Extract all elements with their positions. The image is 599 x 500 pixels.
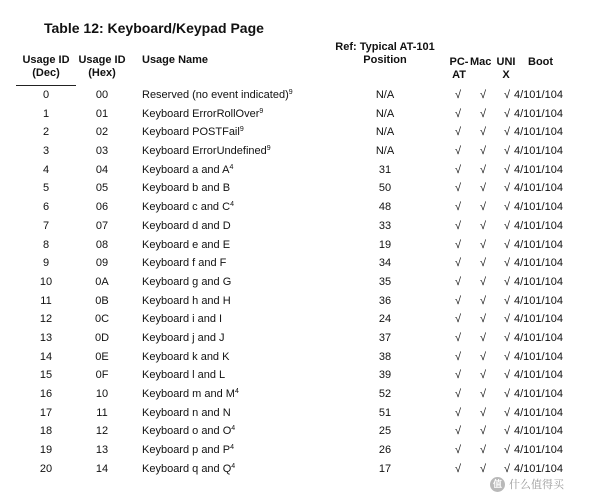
boot-value: 4/101/104 xyxy=(514,331,563,344)
usage-id-hex: 02 xyxy=(95,126,109,139)
table-row xyxy=(0,162,599,181)
unix-check: √ xyxy=(503,350,511,363)
header-mac: Mac xyxy=(470,56,492,68)
table-row xyxy=(0,143,599,162)
pc-at-check: √ xyxy=(454,182,462,195)
usage-name-text: Keyboard f and F xyxy=(142,257,227,270)
header-usage-id-hex-line2: (Hex) xyxy=(88,67,116,79)
ref-position: 50 xyxy=(378,182,392,195)
usage-name-text: Keyboard POSTFail xyxy=(142,126,240,139)
footnote-ref: 4 xyxy=(230,201,234,209)
mac-check: √ xyxy=(479,406,487,419)
unix-check: √ xyxy=(503,107,511,120)
usage-id-dec: 10 xyxy=(39,275,53,288)
table-row xyxy=(0,330,599,349)
usage-id-dec: 6 xyxy=(42,201,50,214)
usage-name xyxy=(142,238,230,252)
watermark-logo-icon: 值 xyxy=(490,477,505,492)
usage-name xyxy=(142,294,231,308)
usage-id-dec: 20 xyxy=(39,462,53,475)
mac-check: √ xyxy=(479,425,487,438)
boot-value: 4/101/104 xyxy=(514,163,563,176)
usage-name-text: Keyboard l and L xyxy=(142,369,226,382)
usage-id-dec: 0 xyxy=(42,89,50,101)
footnote-ref: 4 xyxy=(231,425,236,433)
table-row xyxy=(0,255,599,274)
mac-check: √ xyxy=(479,313,487,326)
ref-position: 19 xyxy=(378,238,392,251)
table-row xyxy=(0,218,599,237)
usage-id-dec: 3 xyxy=(42,145,50,158)
unix-check: √ xyxy=(503,257,511,270)
header-ref-position-line2: Position xyxy=(363,54,407,66)
unix-check: √ xyxy=(503,219,511,232)
unix-check: √ xyxy=(503,163,511,176)
ref-position: 24 xyxy=(378,313,392,326)
usage-name-text: Keyboard d and D xyxy=(142,219,231,232)
mac-check: √ xyxy=(479,388,487,400)
boot-value: 4/101/104 xyxy=(514,89,563,101)
usage-id-dec: 18 xyxy=(39,425,53,438)
table-row xyxy=(0,405,599,424)
usage-name xyxy=(142,462,235,476)
header-usage-id-dec xyxy=(16,54,76,80)
mac-check: √ xyxy=(479,294,487,307)
ref-position: 51 xyxy=(378,406,392,419)
pc-at-check: √ xyxy=(454,406,462,419)
unix-check: √ xyxy=(503,313,511,326)
header-usage-id-dec-line2: (Dec) xyxy=(32,67,60,79)
boot-value: 4/101/104 xyxy=(514,238,563,251)
usage-name xyxy=(142,88,293,102)
table-row xyxy=(0,199,599,218)
ref-position: 17 xyxy=(378,462,392,475)
usage-name-text: Keyboard p and P xyxy=(142,444,231,457)
mac-check: √ xyxy=(479,89,487,101)
ref-position: 38 xyxy=(378,350,392,363)
mac-check: √ xyxy=(479,182,487,195)
usage-name-text: Keyboard q and Q xyxy=(142,462,232,475)
header-boot: Boot xyxy=(528,56,554,68)
header-usage-id-hex xyxy=(76,54,128,80)
pc-at-check: √ xyxy=(454,275,462,288)
usage-name xyxy=(142,275,231,289)
ref-position: 33 xyxy=(378,219,392,232)
usage-name-text: Keyboard n and N xyxy=(142,406,231,419)
usage-id-hex: 10 xyxy=(95,388,109,400)
usage-name-text: Keyboard c and C xyxy=(142,201,231,214)
pc-at-check: √ xyxy=(454,238,462,251)
ref-position: 31 xyxy=(378,163,392,176)
usage-name-text: Keyboard a and A xyxy=(142,163,230,176)
footnote-ref: 4 xyxy=(230,444,234,452)
usage-name xyxy=(142,219,231,233)
usage-id-dec: 9 xyxy=(42,257,50,270)
usage-name-text: Keyboard h and H xyxy=(142,294,231,307)
boot-value: 4/101/104 xyxy=(514,257,563,270)
usage-id-dec: 11 xyxy=(40,294,52,307)
pc-at-check: √ xyxy=(454,126,462,139)
ref-position: N/A xyxy=(375,126,395,139)
mac-check: √ xyxy=(479,219,487,232)
table-row xyxy=(0,293,599,312)
usage-id-hex: 14 xyxy=(95,462,109,475)
mac-check: √ xyxy=(479,369,487,382)
boot-value: 4/101/104 xyxy=(514,294,563,307)
usage-name-text: Keyboard b and B xyxy=(142,182,231,195)
usage-id-hex: 03 xyxy=(95,145,109,158)
usage-id-dec: 17 xyxy=(39,406,53,419)
usage-name-text: Keyboard j and J xyxy=(142,331,225,344)
mac-check: √ xyxy=(479,126,487,139)
ref-position: 39 xyxy=(378,369,392,382)
table-row xyxy=(0,106,599,125)
header-unix xyxy=(494,56,518,82)
usage-id-hex: 13 xyxy=(95,444,109,457)
usage-id-hex: 00 xyxy=(95,89,109,101)
unix-check: √ xyxy=(503,126,511,139)
unix-check: √ xyxy=(503,388,511,400)
mac-check: √ xyxy=(479,163,487,176)
mac-check: √ xyxy=(479,462,487,475)
pc-at-check: √ xyxy=(454,350,462,363)
boot-value: 4/101/104 xyxy=(514,145,563,158)
usage-name-text: Keyboard o and O xyxy=(142,425,232,438)
boot-value: 4/101/104 xyxy=(514,182,563,195)
watermark xyxy=(490,476,564,492)
pc-at-check: √ xyxy=(454,163,462,176)
usage-id-dec: 4 xyxy=(42,163,50,176)
table-row xyxy=(0,442,599,461)
ref-position: 34 xyxy=(378,257,392,270)
ref-position: N/A xyxy=(375,145,395,158)
unix-check: √ xyxy=(503,238,511,251)
usage-name xyxy=(142,331,225,345)
usage-id-hex: 0B xyxy=(95,294,109,307)
ref-position: 35 xyxy=(378,275,392,288)
table-row xyxy=(0,311,599,330)
header-divider xyxy=(16,85,76,86)
usage-name-text: Keyboard i and I xyxy=(142,313,223,326)
usage-name xyxy=(142,163,233,177)
unix-check: √ xyxy=(503,369,511,382)
usage-name-text: Keyboard ErrorUndefined xyxy=(142,145,267,158)
boot-value: 4/101/104 xyxy=(514,219,563,232)
table-row xyxy=(0,367,599,386)
usage-id-hex: 06 xyxy=(95,201,109,214)
usage-id-dec: 13 xyxy=(39,331,53,344)
usage-id-dec: 14 xyxy=(39,350,53,363)
pc-at-check: √ xyxy=(454,201,462,214)
usage-name xyxy=(142,443,234,457)
usage-id-hex: 08 xyxy=(95,238,109,251)
boot-value: 4/101/104 xyxy=(514,444,563,457)
header-pc-at xyxy=(448,56,470,82)
ref-position: 37 xyxy=(378,331,392,344)
usage-id-dec: 15 xyxy=(39,369,53,382)
table-title: Table 12: Keyboard/Keypad Page xyxy=(44,20,264,36)
footnote-ref: 4 xyxy=(234,388,239,395)
watermark-text: 什么值得买 xyxy=(509,479,564,491)
mac-check: √ xyxy=(479,107,487,120)
table-row xyxy=(0,386,599,405)
header-pc-at-line1: PC- xyxy=(449,56,469,68)
usage-name xyxy=(142,200,234,214)
mac-check: √ xyxy=(479,350,487,363)
pc-at-check: √ xyxy=(454,313,462,326)
mac-check: √ xyxy=(479,331,487,344)
footnote-ref: 9 xyxy=(288,89,293,96)
footnote-ref: 9 xyxy=(239,126,244,134)
ref-position: 48 xyxy=(378,201,392,214)
usage-name xyxy=(142,368,225,382)
usage-id-hex: 0E xyxy=(95,350,109,363)
table-row xyxy=(0,423,599,442)
boot-value: 4/101/104 xyxy=(514,406,563,419)
usage-id-dec: 8 xyxy=(42,238,50,251)
ref-position: 52 xyxy=(378,388,392,400)
mac-check: √ xyxy=(479,145,487,158)
boot-value: 4/101/104 xyxy=(514,275,563,288)
usage-id-hex: 0C xyxy=(94,313,110,326)
pc-at-check: √ xyxy=(454,89,462,101)
unix-check: √ xyxy=(503,406,511,419)
usage-id-dec: 16 xyxy=(39,388,53,400)
unix-check: √ xyxy=(503,425,511,438)
mac-check: √ xyxy=(479,444,487,457)
mac-check: √ xyxy=(479,238,487,251)
header-ref-position-line1: Ref: Typical AT-101 xyxy=(335,41,435,53)
pc-at-check: √ xyxy=(454,331,462,344)
usage-id-hex: 0D xyxy=(94,331,110,344)
table-row xyxy=(0,274,599,293)
pc-at-check: √ xyxy=(454,219,462,232)
boot-value: 4/101/104 xyxy=(514,126,563,139)
usage-id-dec: 1 xyxy=(42,107,50,120)
header-usage-name: Usage Name xyxy=(142,54,209,66)
header-usage-id-dec-line1: Usage ID xyxy=(22,54,70,66)
pc-at-check: √ xyxy=(454,257,462,270)
table-row xyxy=(0,180,599,199)
usage-id-dec: 19 xyxy=(39,444,53,457)
header-unix-line1: UNI xyxy=(496,56,516,68)
table-row xyxy=(0,349,599,368)
unix-check: √ xyxy=(503,294,511,307)
usage-id-hex: 0A xyxy=(95,275,109,288)
footnote-ref: 4 xyxy=(231,462,236,470)
usage-name xyxy=(142,144,271,158)
usage-name-text: Reserved (no event indicated) xyxy=(142,89,289,101)
header-usage-id-hex-line1: Usage ID xyxy=(78,54,126,66)
boot-value: 4/101/104 xyxy=(514,388,563,400)
usage-name-text: Keyboard k and K xyxy=(142,350,230,363)
usage-id-dec: 5 xyxy=(42,182,50,195)
pc-at-check: √ xyxy=(454,145,462,158)
boot-value: 4/101/104 xyxy=(514,313,563,326)
usage-table-body xyxy=(0,87,599,479)
usage-id-dec: 7 xyxy=(42,219,50,232)
usage-id-hex: 09 xyxy=(95,257,109,270)
unix-check: √ xyxy=(503,201,511,214)
pc-at-check: √ xyxy=(454,369,462,382)
pc-at-check: √ xyxy=(454,388,462,400)
usage-name xyxy=(142,406,231,420)
ref-position: N/A xyxy=(375,107,395,120)
unix-check: √ xyxy=(503,275,511,288)
pc-at-check: √ xyxy=(454,425,462,438)
usage-name xyxy=(142,181,230,195)
boot-value: 4/101/104 xyxy=(514,425,563,438)
usage-id-hex: 11 xyxy=(96,406,108,419)
header-unix-line2: X xyxy=(502,69,510,81)
usage-name-text: Keyboard g and G xyxy=(142,275,232,288)
ref-position: N/A xyxy=(375,89,395,101)
usage-name xyxy=(142,350,229,364)
mac-check: √ xyxy=(479,201,487,214)
usage-id-dec: 2 xyxy=(42,126,50,139)
usage-id-dec: 12 xyxy=(39,313,53,326)
boot-value: 4/101/104 xyxy=(514,201,563,214)
usage-id-hex: 04 xyxy=(95,163,109,176)
usage-id-hex: 07 xyxy=(95,219,109,232)
boot-value: 4/101/104 xyxy=(514,107,563,120)
table-row xyxy=(0,87,599,106)
boot-value: 4/101/104 xyxy=(514,462,563,475)
pc-at-check: √ xyxy=(454,444,462,457)
unix-check: √ xyxy=(503,182,511,195)
usage-name xyxy=(142,387,239,401)
unix-check: √ xyxy=(503,462,511,475)
pc-at-check: √ xyxy=(454,294,462,307)
usage-name xyxy=(142,107,263,121)
usage-id-hex: 0F xyxy=(95,369,109,382)
usage-name-text: Keyboard ErrorRollOver xyxy=(142,107,260,120)
ref-position: 36 xyxy=(378,294,392,307)
unix-check: √ xyxy=(503,444,511,457)
header-ref-position xyxy=(318,41,452,67)
pc-at-check: √ xyxy=(454,462,462,475)
boot-value: 4/101/104 xyxy=(514,369,563,382)
usage-name xyxy=(142,256,226,270)
ref-position: 25 xyxy=(378,425,392,438)
unix-check: √ xyxy=(503,89,511,101)
ref-position: 26 xyxy=(378,444,392,457)
footnote-ref: 4 xyxy=(229,163,234,171)
table-row xyxy=(0,237,599,256)
usage-name xyxy=(142,424,235,438)
pc-at-check: √ xyxy=(454,107,462,120)
usage-name-text: Keyboard m and M xyxy=(142,388,235,400)
header-pc-at-line2: AT xyxy=(452,69,466,81)
usage-id-hex: 12 xyxy=(95,425,109,438)
usage-id-hex: 01 xyxy=(95,107,109,120)
usage-name-text: Keyboard e and E xyxy=(142,238,231,251)
mac-check: √ xyxy=(479,257,487,270)
usage-name xyxy=(142,125,244,139)
usage-id-hex: 05 xyxy=(95,182,109,195)
mac-check: √ xyxy=(479,275,487,288)
unix-check: √ xyxy=(503,331,511,344)
footnote-ref: 9 xyxy=(266,145,271,153)
footnote-ref: 9 xyxy=(259,107,264,115)
boot-value: 4/101/104 xyxy=(514,350,563,363)
usage-name xyxy=(142,312,222,326)
table-row xyxy=(0,124,599,143)
unix-check: √ xyxy=(503,145,511,158)
